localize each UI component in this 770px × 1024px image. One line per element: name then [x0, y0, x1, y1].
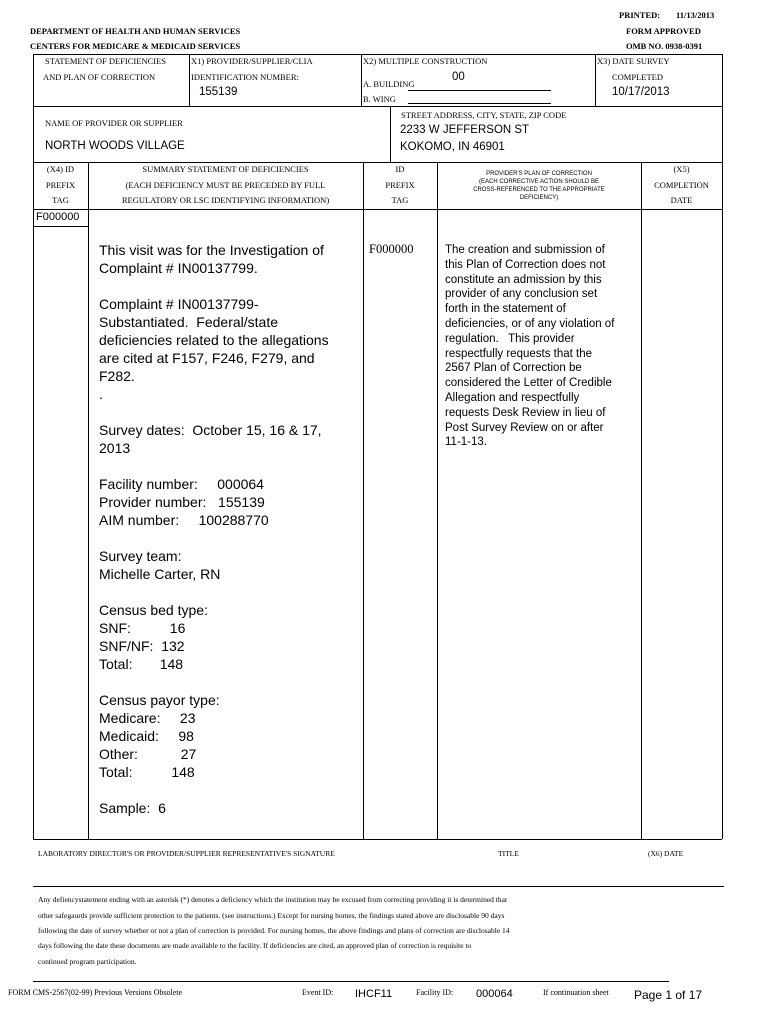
rule [722, 162, 723, 839]
summary-header-2: (EACH DEFICIENCY MUST BE PRECEDED BY FULL [125, 180, 326, 190]
address-line-2: KOKOMO, IN 46901 [400, 141, 505, 153]
provider-name: NORTH WOODS VILLAGE [45, 140, 185, 152]
disclaimer-line-1: Any defiencystatement ending with an asterisk (*) denotes a deficiency which the institution may be excused from correcting providing it is determined that [38, 895, 508, 904]
disclaimer-line-2: other safegaurds provide sufficient protection to the patients. (see instructions.) Except for nursing homes, the findings stated above are disclosable 90 days [38, 911, 505, 920]
wing-label: B. WING [363, 94, 396, 104]
x2-label: X2) MULTIPLE CONSTRUCTION [363, 56, 488, 66]
id-label-3: TAG [391, 195, 409, 205]
omb-number: OMB NO. 0938-0391 [626, 41, 703, 51]
id-label-1: ID [395, 164, 405, 174]
date-label: (X6) DATE [648, 849, 684, 858]
address-line-1: 2233 W JEFFERSON ST [400, 124, 530, 136]
rule [33, 54, 722, 55]
rule [33, 54, 34, 106]
x1-label-1: X1) PROVIDER/SUPPLIER/CLIA [191, 56, 313, 66]
rule [361, 54, 362, 106]
plan-header-1: PROVIDER'S PLAN OF CORRECTION [486, 171, 592, 177]
rule [595, 54, 596, 106]
rule [189, 54, 190, 106]
form-number: FORM CMS-2567(02-99) Previous Versions Obsolete [8, 988, 183, 997]
printed-date: 11/13/2013 [676, 10, 715, 20]
x5-label-2: COMPLETION [654, 180, 709, 190]
disclaimer-line-5: continued program participation. [38, 957, 137, 966]
continuation-label: If continuation sheet [543, 988, 609, 997]
plan-header-3: CROSS-REFERENCED TO THE APPROPRIATE [473, 187, 605, 193]
plan-of-correction: The creation and submission of this Plan of Correction does not constitute an admission by this provider of any conclusion set forth in the statement of deficiencies, or of any violation of regulation. This provider respectfully requests that the 2567 Plan of Correction be considered the Letter of Credible Allegation and respectfully requests Desk Review in lieu of Post Survey Review on or after 11-1-13. [445, 244, 615, 449]
rule [408, 90, 551, 91]
multiple-construction-value: 00 [452, 71, 465, 83]
left-tag: F000000 [36, 211, 80, 223]
x1-label-2: IDENTIFICATION NUMBER: [191, 72, 299, 82]
x3-label-2: COMPLETED [612, 72, 663, 82]
event-id-label: Event ID: [302, 988, 334, 997]
statement-label-2: AND PLAN OF CORRECTION [43, 72, 156, 82]
rule [33, 162, 722, 163]
survey-date-value: 10/17/2013 [612, 86, 670, 98]
department-title: DEPARTMENT OF HEALTH AND HUMAN SERVICES [30, 26, 241, 36]
plan-header-2: (EACH CORRECTIVE ACTION SHOULD BE [478, 179, 600, 185]
rule [33, 886, 724, 887]
rule [641, 162, 642, 839]
summary-header-1: SUMMARY STATEMENT OF DEFICIENCIES [142, 164, 309, 174]
x4-label-1: (X4) ID [46, 164, 75, 174]
rule [33, 226, 88, 227]
facility-id-label: Facility ID: [416, 988, 454, 997]
printed-label: PRINTED: [619, 10, 661, 20]
building-label: A. BUILDING [363, 79, 415, 89]
rule [722, 54, 723, 162]
facility-id: 000064 [476, 988, 513, 1000]
plan-header-4: DEFICIENCY) [519, 195, 559, 201]
form-approved: FORM APPROVED [626, 26, 701, 36]
rule [33, 209, 722, 210]
rule [390, 106, 391, 162]
provider-name-label: NAME OF PROVIDER OR SUPPLIER [45, 118, 183, 128]
rule [88, 162, 89, 839]
event-id: IHCF11 [355, 988, 393, 1000]
summary-statement: This visit was for the Investigation of Complaint # IN00137799. Complaint # IN00137799- Substantiated. Federal/state deficiencies related to the allegations are cited at F157, F246, F279, and F282. . Survey dates: October 15, 16 & 17, 2013 Facility number: 000064 Provider number: 155139 AIM number: 100288770 Survey team: Michelle Carter, RN Census bed type: SNF: 16 SNF/NF: 132 Total: 148 Census payor type: Medicare: 23 Medicaid: 98 Other: 27 Total: 148 Sample: 6 [99, 242, 329, 816]
rule [33, 839, 722, 840]
page-number: Page 1 of 17 [634, 988, 703, 1002]
summary-header-3: REGULATORY OR LSC IDENTIFYING INFORMATION) [121, 195, 330, 205]
rule [363, 162, 364, 839]
provider-id-value: 155139 [199, 86, 238, 98]
address-label: STREET ADDRESS, CITY, STATE, ZIP CODE [401, 110, 567, 120]
id-label-2: PREFIX [385, 180, 415, 190]
x5-label-1: (X5) [673, 164, 690, 174]
rule [33, 981, 669, 982]
rule [408, 103, 551, 104]
statement-label-1: STATEMENT OF DEFICIENCIES [45, 56, 167, 66]
disclaimer-line-3: following the date of survey whether or not a plan of correction is provided. For nursing homes, the above findings and plans of correction are disclosable 14 [38, 926, 510, 935]
title-label: TITLE [498, 849, 519, 858]
rule [437, 162, 438, 839]
signature-label: LABORATORY DIRECTOR'S OR PROVIDER/SUPPLIER REPRESENTATIVE'S SIGNATURE [38, 849, 335, 858]
rule [33, 162, 34, 839]
rule [33, 106, 722, 107]
x5-label-3: DATE [670, 195, 693, 205]
x4-label-2: PREFIX [45, 180, 76, 190]
x4-label-3: TAG [52, 195, 69, 205]
right-tag: F000000 [369, 242, 414, 256]
centers-title: CENTERS FOR MEDICARE & MEDICAID SERVICES [30, 41, 241, 51]
x3-label-1: X3) DATE SURVEY [597, 56, 670, 66]
disclaimer-line-4: days following the date these documents are made available to the facility. If deficiencies are cited, an approved plan of correction is requisite to [38, 941, 472, 950]
rule [33, 106, 34, 162]
